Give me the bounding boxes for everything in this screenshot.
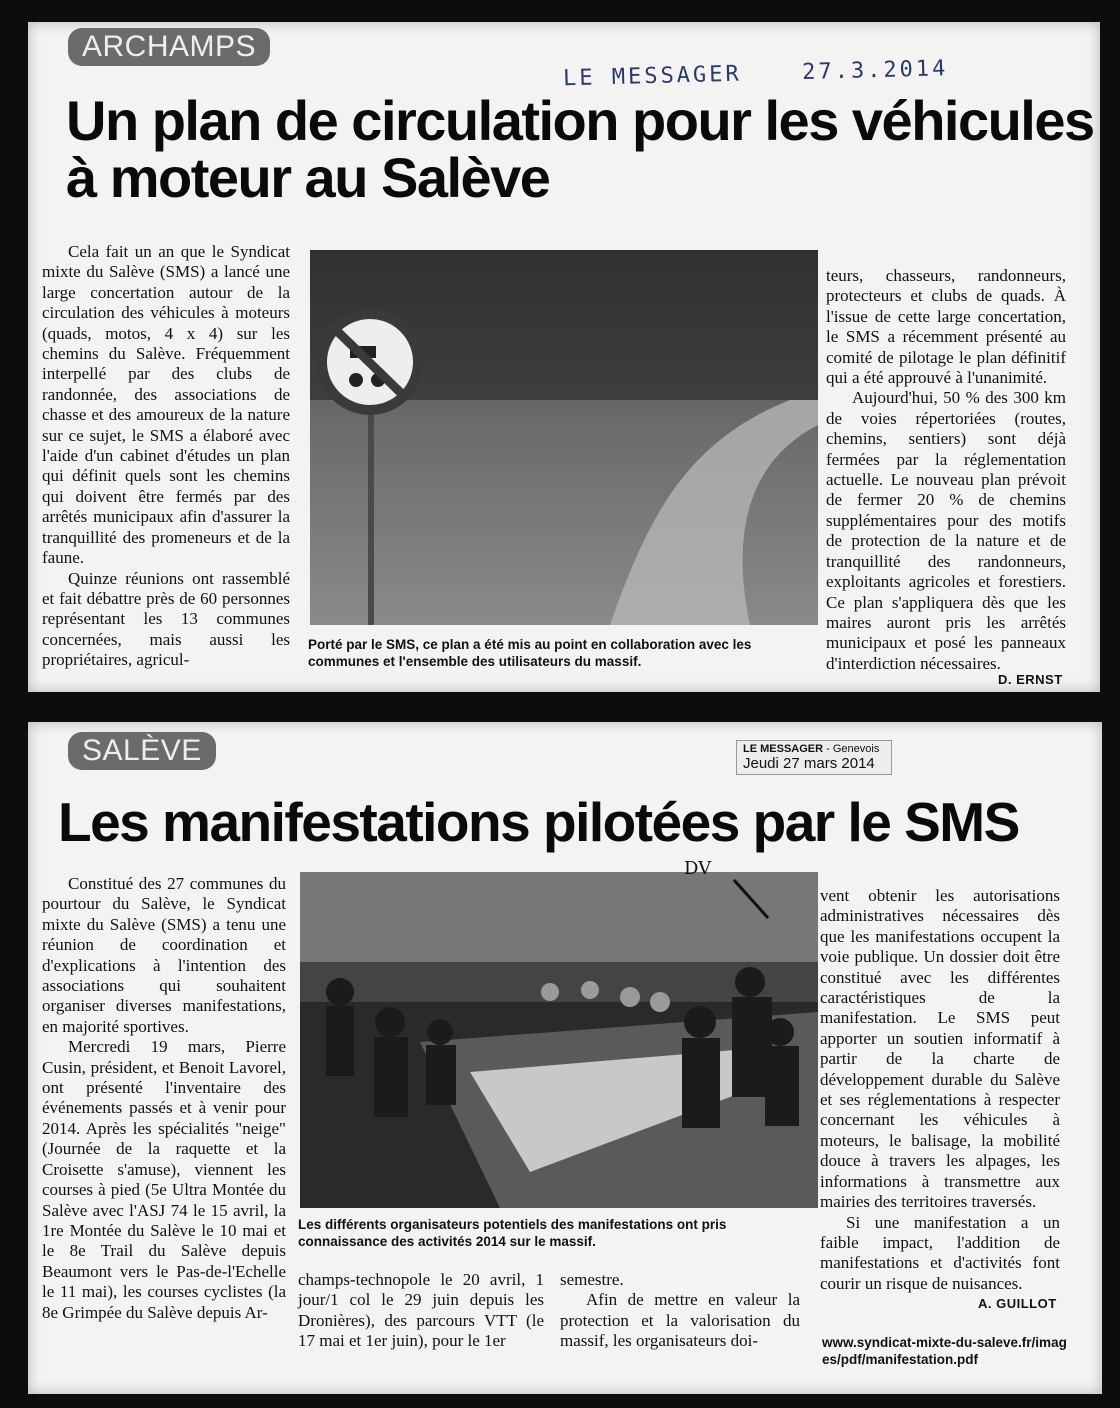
article-column-2	[826, 266, 1066, 674]
article-headline: Un plan de circulation pour les véhicules à moteur au Salève	[66, 89, 1094, 210]
article-column-4	[820, 886, 1060, 1294]
paragraph: vent obtenir les autorisations administratives nécessaires dès que les manifestations occupent la voie publique. Un dossier doit être constitué avec les différentes caractéristiques de la manifestation. Le SMS peut apporter un soutien informatif à partir de la charte de développement durable du Salève et ses réglementations à respecter concernant les véhicules à moteurs, le balisage, la mobilité douce à travers les alpages, les informations à transmettre aux mairies des territoires traversés.	[820, 886, 1060, 1212]
paragraph: Quinze réunions ont rassemblé et fait débattre près de 60 personnes représentant les 13 communes concernées, mais aussi les propriétaires, agricul-	[42, 568, 290, 670]
handwritten-paper: LE MESSAGER	[562, 61, 743, 92]
photo-caption: Porté par le SMS, ce plan a été mis au point en collaboration avec les communes et l'ensemble des utilisateurs du massif.	[308, 637, 752, 669]
article-photo-road-sign	[310, 250, 818, 625]
article-clipping-saleve	[28, 722, 1102, 1394]
article-headline: Les manifestations pilotées par le SMS	[58, 791, 1019, 853]
paragraph: Mercredi 19 mars, Pierre Cusin, président, et Benoit Lavorel, ont présenté l'inventaire des événements passés et à venir pour 2014. Après les spécialités "neige" (Journée de la raquette et la Croisette s'amuse), viennent les courses à pied (5e Ultra Montée du Salève avec l'ASJ 74 le 15 avril, la 1re Montée du Salève le 10 mai et le 8e Trail du Salève depuis Beaumont vers le Pas-de-l'Echelle le 11 mai), les courses cyclistes (la 8e Grimpée du Salève depuis Ar-	[42, 1037, 286, 1322]
article-column-1	[42, 242, 290, 671]
source-stamp	[736, 740, 892, 775]
article-column-1	[42, 874, 286, 1323]
paragraph: teurs, chasseurs, randonneurs, protecteurs et clubs de quads. À l'issue de cette large concertation, le SMS a récemment présenté au comité de pilotage le plan définitif qui a été approuvé à l'unanimité.	[826, 266, 1066, 388]
stamp-edition: - Genevois	[826, 743, 880, 755]
article-column-3	[560, 1270, 800, 1352]
author-signature: D. ERNST	[998, 672, 1063, 687]
annotation-mark: DV	[684, 858, 712, 879]
paragraph: Si une manifestation a un faible impact, l'addition de manifestations et d'activités font courir un risque de nuisances.	[820, 1212, 1060, 1293]
handwritten-source-note	[563, 54, 1043, 92]
paragraph: semestre.	[560, 1270, 624, 1289]
paragraph: Afin de mettre en valeur la protection et la valorisation du massif, les organisateurs doi-	[560, 1290, 800, 1351]
annotation-arrow-icon	[728, 874, 778, 924]
article-clipping-archamps	[28, 22, 1100, 692]
section-rubric: ARCHAMPS	[68, 28, 270, 66]
paragraph: Aujourd'hui, 50 % des 300 km de voies répertoriées (routes, chemins, sentiers) sont déjà fermées par la réglementation actuelle. Le nouveau plan prévoit de fermer 20 % de chemins supplémentaires pour des motifs de protection de la nature et de tranquillité des randonneurs, exploitants agricoles et forestiers. Ce plan s'appliquera dès que les maires auront pris les arrêtés municipaux et posé les panneaux d'interdiction nécessaires.	[826, 388, 1066, 673]
stamp-paper: LE MESSAGER	[743, 743, 824, 755]
author-signature: A. GUILLOT	[978, 1296, 1057, 1311]
article-column-2	[298, 1270, 544, 1352]
section-rubric: SALÈVE	[68, 732, 216, 770]
paragraph: Constitué des 27 communes du pourtour du Salève, le Syndicat mixte du Salève (SMS) a tenu une réunion de coordination et d'explications à l'intention des associations qui souhaitent organiser diverses manifestations, en majorité sportives.	[42, 874, 286, 1036]
stamp-date: Jeudi 27 mars 2014	[743, 755, 875, 772]
article-url: www.syndicat-mixte-du-saleve.fr/images/pdf/manifestation.pdf	[822, 1335, 1067, 1367]
photo-illustration	[310, 250, 818, 625]
handwritten-date: 27.3.2014	[801, 56, 949, 86]
paragraph: Cela fait un an que le Syndicat mixte du Salève (SMS) a lancé une large concertation autour de la circulation des véhicules à moteurs (quads, motos, 4 x 4) sur les chemins du Salève. Fréquemment interpellé par des clubs de randonnée, des associations de chasse et des amoureux de la nature sur ce sujet, le SMS a élaboré avec l'aide d'un cabinet d'études un plan qui définit quels sont les chemins qui doivent être fermés par des arrêtés municipaux afin d'assurer la tranquillité des promeneurs et de la faune.	[42, 242, 290, 568]
paragraph: champs-technopole le 20 avril, 1 jour/1 col le 29 juin depuis les Dronières), des parcours VTT (le 17 mai et 1er juin), pour le 1er	[298, 1270, 544, 1351]
photo-caption: Les différents organisateurs potentiels des manifestations ont pris connaissance des activités 2014 sur le massif.	[298, 1217, 727, 1249]
